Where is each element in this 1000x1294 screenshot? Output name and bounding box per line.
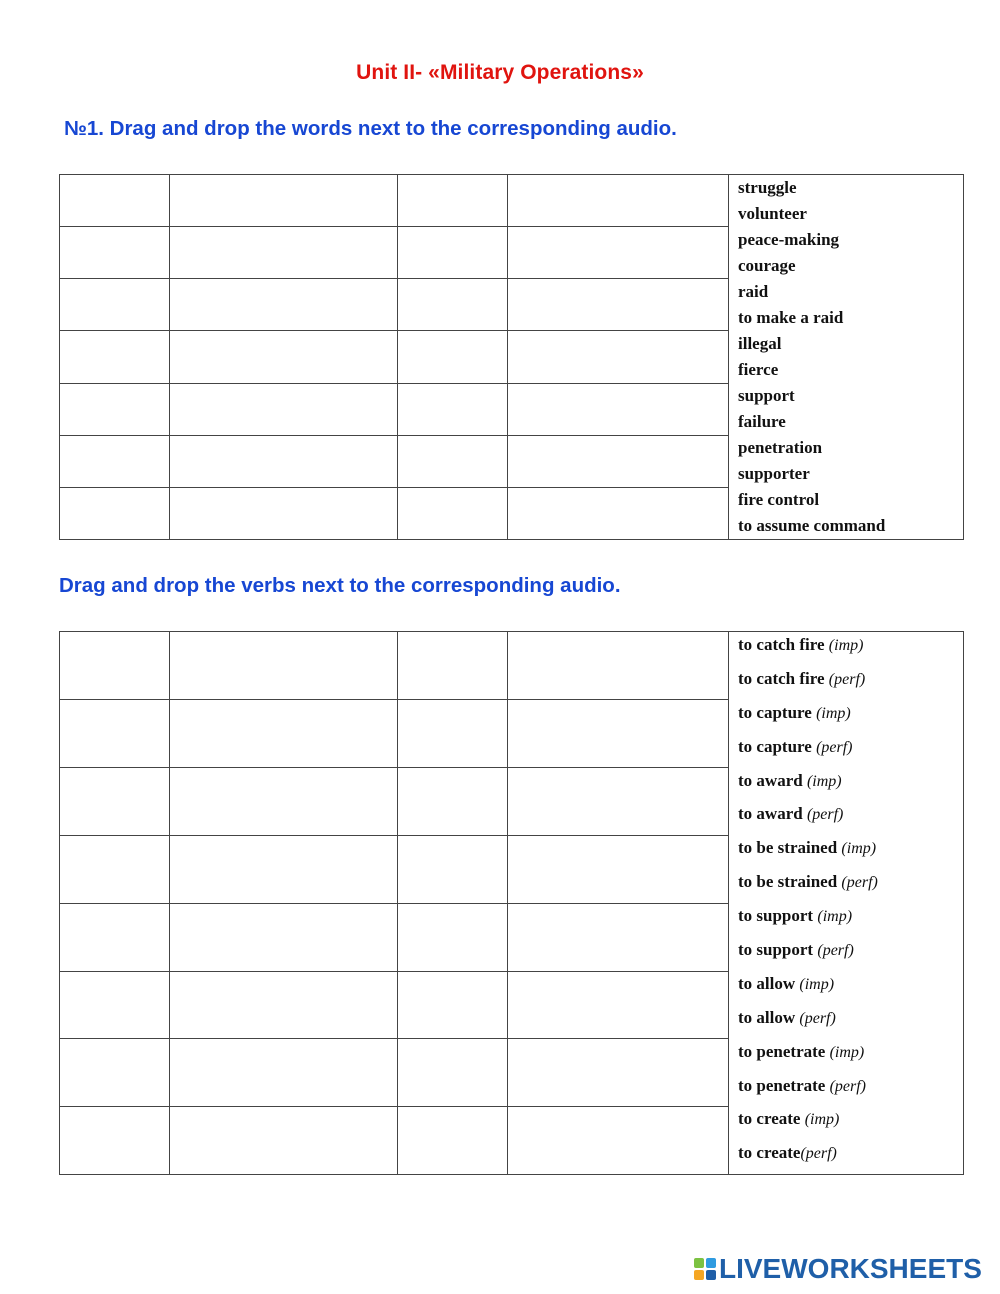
answer-drop-zone[interactable] [170,767,398,835]
answer-drop-zone[interactable] [508,1039,729,1107]
audio-slot[interactable] [398,1107,508,1175]
answer-drop-zone[interactable] [170,383,398,435]
word-bank [729,175,964,540]
answer-drop-zone[interactable] [508,971,729,1039]
audio-slot[interactable] [398,767,508,835]
answer-drop-zone[interactable] [170,331,398,383]
audio-slot[interactable] [398,227,508,279]
draggable-word[interactable]: volunteer [738,204,807,223]
table-row [60,175,964,227]
answer-drop-zone[interactable] [170,487,398,539]
answer-drop-zone[interactable] [170,835,398,903]
answer-drop-zone[interactable] [170,279,398,331]
draggable-word[interactable]: to assume command [738,516,886,535]
answer-drop-zone[interactable] [170,632,398,700]
draggable-word[interactable]: failure [738,412,786,431]
audio-slot[interactable] [398,331,508,383]
audio-slot[interactable] [398,903,508,971]
audio-slot[interactable] [398,383,508,435]
audio-slot[interactable] [60,227,170,279]
answer-drop-zone[interactable] [170,227,398,279]
draggable-word[interactable] [738,1005,963,1039]
answer-drop-zone[interactable] [508,903,729,971]
word-text: to award [738,804,803,824]
audio-slot[interactable] [60,1039,170,1107]
audio-slot[interactable] [60,903,170,971]
word-text: to capture [738,736,812,756]
word-text: to penetrate [738,1075,826,1095]
page-title: Unit II- «Military Operations» [356,61,644,84]
audio-slot[interactable] [60,175,170,227]
draggable-word[interactable]: to make a raid [738,308,844,327]
aspect-tag: (perf) [800,1145,837,1163]
answer-drop-zone[interactable] [508,767,729,835]
audio-slot[interactable] [398,435,508,487]
draggable-word[interactable] [738,666,963,700]
draggable-word[interactable]: penetration [738,438,823,457]
audio-slot[interactable] [398,971,508,1039]
draggable-word[interactable]: peace-making [738,230,840,249]
draggable-word[interactable]: courage [738,256,796,275]
audio-slot[interactable] [398,835,508,903]
answer-drop-zone[interactable] [508,699,729,767]
answer-drop-zone[interactable] [508,331,729,383]
words-matching-table [59,174,964,540]
answer-drop-zone[interactable] [508,227,729,279]
audio-slot[interactable] [60,835,170,903]
audio-slot[interactable] [60,971,170,1039]
aspect-tag: (imp) [829,1043,865,1061]
aspect-tag: (imp) [804,1111,840,1129]
word-bank-list [738,632,963,1174]
word-text: to create [738,1143,801,1163]
word-bank [729,632,964,1175]
aspect-tag: (perf) [817,942,854,960]
draggable-word[interactable]: fire control [738,490,820,509]
word-text: to support [738,940,814,960]
word-text: to be strained [738,872,838,892]
aspect-tag: (imp) [828,637,864,654]
draggable-word[interactable] [738,1106,963,1140]
logo-square-1 [694,1258,704,1268]
answer-drop-zone[interactable] [508,1107,729,1175]
draggable-word[interactable] [738,632,963,666]
draggable-word[interactable] [738,801,963,835]
word-text: to penetrate [738,1041,826,1061]
answer-drop-zone[interactable] [508,632,729,700]
draggable-word[interactable]: support [738,386,795,405]
answer-drop-zone[interactable] [170,699,398,767]
exercise-2-instruction: Drag and drop the verbs next to the corresponding audio. [59,574,621,597]
answer-drop-zone[interactable] [508,175,729,227]
draggable-word[interactable]: raid [738,282,769,301]
draggable-word[interactable] [738,903,963,937]
draggable-word[interactable]: supporter [738,464,810,483]
audio-slot[interactable] [60,383,170,435]
answer-drop-zone[interactable] [170,903,398,971]
aspect-tag: (perf) [816,738,853,756]
draggable-word[interactable] [738,1073,963,1107]
audio-slot[interactable] [398,175,508,227]
aspect-tag: (imp) [816,704,851,722]
aspect-tag: (perf) [806,806,844,824]
word-text: to create [738,1109,801,1129]
aspect-tag: (imp) [817,908,853,926]
aspect-tag: (imp) [806,772,842,790]
word-text: to catch fire [738,668,825,688]
audio-slot[interactable] [398,699,508,767]
audio-slot[interactable] [398,1039,508,1107]
audio-slot[interactable] [398,279,508,331]
aspect-tag: (perf) [828,670,866,688]
answer-drop-zone[interactable] [170,175,398,227]
aspect-tag: (perf) [829,1077,867,1095]
draggable-word[interactable] [738,734,963,768]
audio-slot[interactable] [60,279,170,331]
aspect-tag: (imp) [799,975,835,993]
draggable-word[interactable] [738,700,963,734]
answer-drop-zone[interactable] [170,1107,398,1175]
aspect-tag: (imp) [841,840,877,858]
answer-drop-zone[interactable] [170,971,398,1039]
audio-slot[interactable] [60,632,170,700]
answer-drop-zone[interactable] [508,383,729,435]
audio-slot[interactable] [60,487,170,539]
word-text: to award [738,770,803,790]
audio-slot[interactable] [60,1107,170,1175]
logo-square-3 [694,1270,704,1280]
audio-slot[interactable] [60,767,170,835]
aspect-tag: (perf) [841,874,878,892]
draggable-word[interactable] [738,1039,963,1073]
audio-slot[interactable] [60,435,170,487]
liveworksheets-logo-icon [694,1258,716,1280]
draggable-word[interactable] [738,1140,963,1174]
aspect-tag: (perf) [799,1009,836,1027]
draggable-word[interactable] [738,971,963,1005]
word-text: to capture [738,702,812,722]
brand-name: LIVEWORKSHEETS [719,1253,982,1284]
word-text: to catch fire [738,635,825,654]
draggable-word[interactable]: illegal [738,334,782,353]
table-row [60,632,964,700]
draggable-word[interactable] [738,869,963,903]
draggable-word[interactable]: struggle [738,178,797,197]
answer-drop-zone[interactable] [508,835,729,903]
audio-slot[interactable] [60,331,170,383]
draggable-word[interactable] [738,768,963,802]
exercise-1-instruction: №1. Drag and drop the words next to the corresponding audio. [64,117,677,140]
word-bank-list [738,175,963,539]
draggable-word[interactable] [738,937,963,971]
answer-drop-zone[interactable] [508,487,729,539]
draggable-word[interactable] [738,835,963,869]
logo-square-4 [706,1270,716,1280]
liveworksheets-logo [694,1255,982,1283]
audio-slot[interactable] [398,487,508,539]
verbs-matching-table [59,631,964,1175]
answer-drop-zone[interactable] [170,1039,398,1107]
word-text: to be strained [738,838,838,858]
draggable-word[interactable]: fierce [738,360,779,379]
audio-slot[interactable] [60,699,170,767]
answer-drop-zone[interactable] [508,435,729,487]
word-text: to allow [738,973,796,993]
logo-square-2 [706,1258,716,1268]
answer-drop-zone[interactable] [508,279,729,331]
word-text: to support [738,906,814,926]
word-text: to allow [738,1007,796,1027]
audio-slot[interactable] [398,632,508,700]
answer-drop-zone[interactable] [170,435,398,487]
